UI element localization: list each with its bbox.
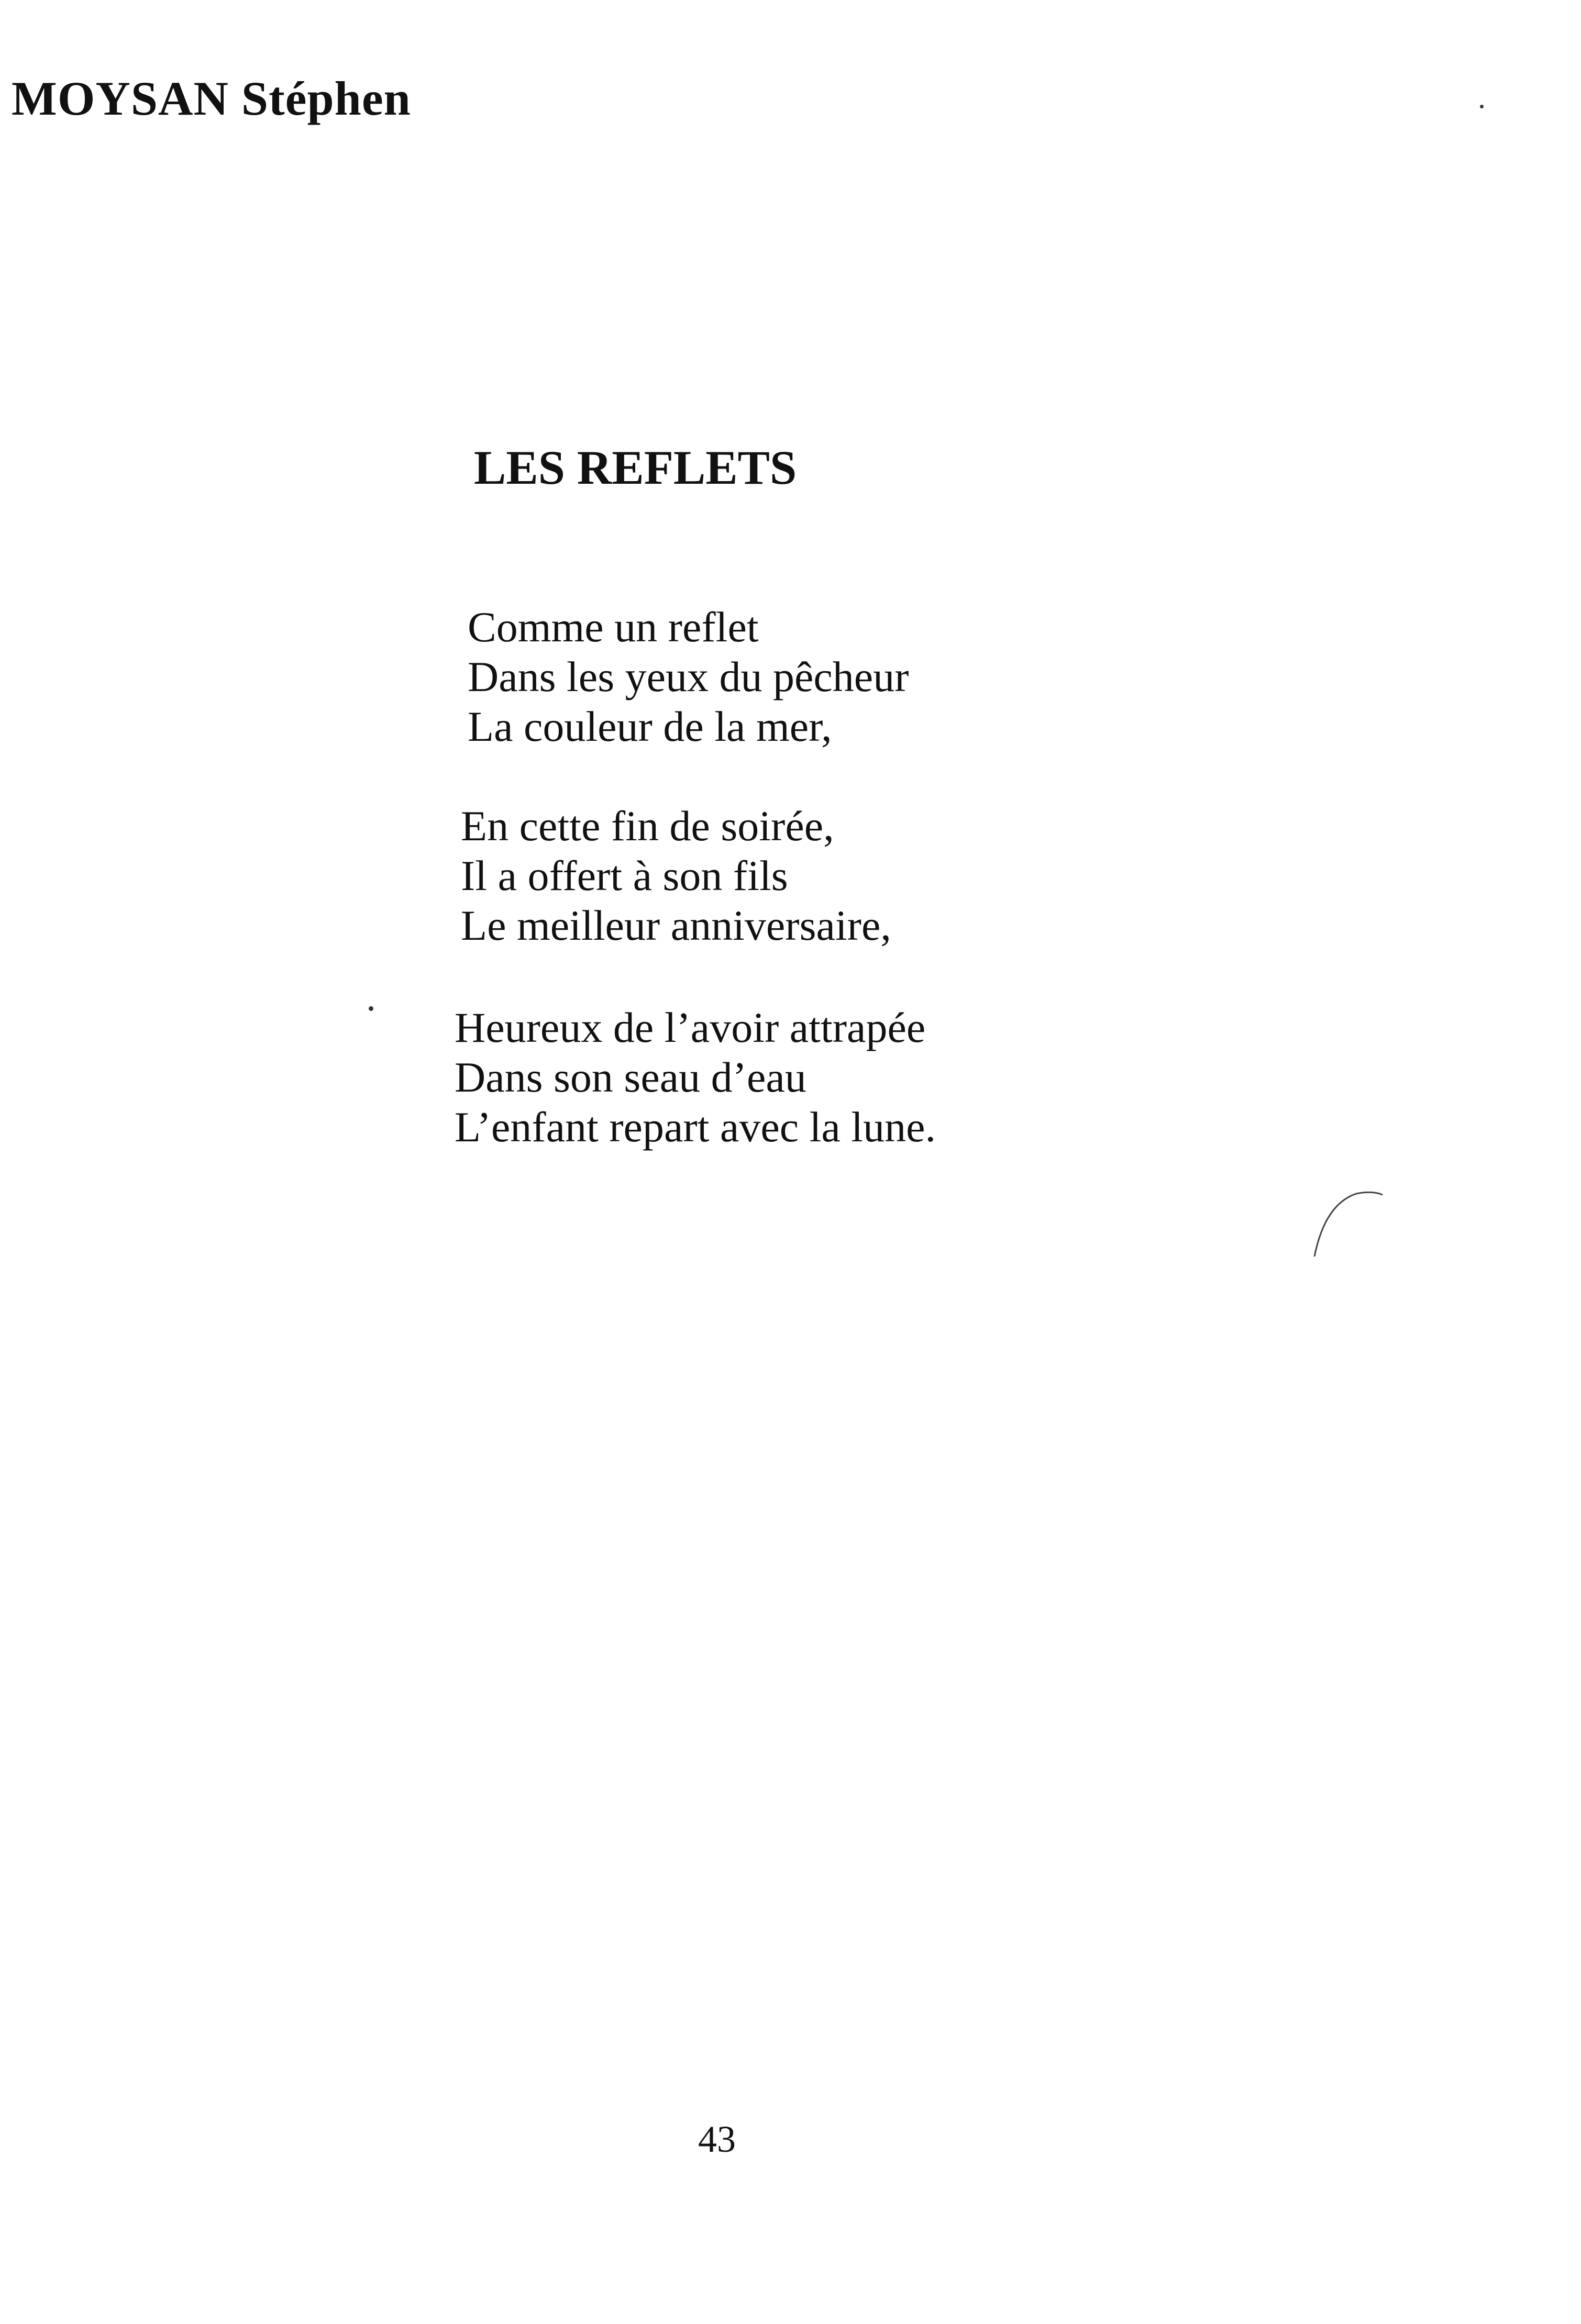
poem-title: LES REFLETS <box>474 441 797 494</box>
poem-line: Dans son seau d’eau <box>455 1053 806 1101</box>
poem-stanza-2 <box>461 801 891 950</box>
scan-speck <box>1480 105 1484 108</box>
author-name: MOYSAN Stéphen <box>12 72 411 125</box>
poem-stanza-1 <box>468 602 909 751</box>
poem-stanza-3 <box>455 1003 936 1152</box>
scan-speck <box>369 1006 373 1011</box>
poem-line: Comme un reflet <box>468 603 759 651</box>
page-number: 43 <box>698 2118 736 2160</box>
poem-line: En cette fin de soirée, <box>461 802 834 850</box>
pen-mark-icon <box>1299 1183 1388 1262</box>
poem-line: Dans les yeux du pêcheur <box>468 653 909 700</box>
poem-line: L’enfant repart avec la lune. <box>455 1103 936 1151</box>
poem-line: Heureux de l’avoir attrapée <box>455 1004 926 1051</box>
poem-line: La couleur de la mer, <box>468 703 832 750</box>
poem-line: Il a offert à son fils <box>461 852 788 899</box>
poem-line: Le meilleur anniversaire, <box>461 902 891 949</box>
